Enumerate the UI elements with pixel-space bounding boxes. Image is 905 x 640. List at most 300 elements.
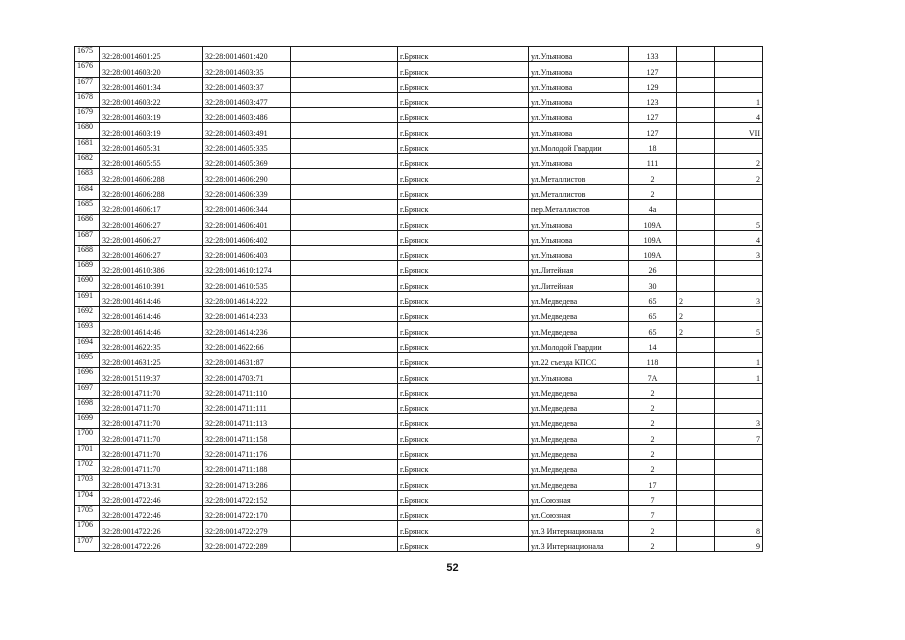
house-number-cell: 17	[629, 475, 677, 490]
street-cell: ул.Металлистов	[529, 184, 629, 199]
house-number-cell: 2	[629, 398, 677, 413]
table-row	[75, 429, 763, 444]
city-cell: г.Брянск	[398, 199, 529, 214]
land-cadastral-number: 32:28:0014614:46	[100, 322, 203, 337]
row-number: 1707	[75, 536, 100, 551]
building-cell: 2	[677, 307, 715, 322]
apartment-cell: 2	[715, 154, 763, 169]
building-cadastral-number: 32:28:0014711:188	[203, 460, 291, 475]
building-cadastral-number: 32:28:0014722:170	[203, 505, 291, 520]
building-cadastral-number: 32:28:0014614:233	[203, 307, 291, 322]
row-number: 1687	[75, 230, 100, 245]
building-cadastral-number: 32:28:0014601:420	[203, 47, 291, 62]
apartment-cell	[715, 62, 763, 77]
empty-cell	[291, 429, 398, 444]
street-cell: ул.Ульянова	[529, 215, 629, 230]
house-number-cell: 65	[629, 307, 677, 322]
row-number: 1696	[75, 368, 100, 383]
building-cadastral-number: 32:28:0014606:402	[203, 230, 291, 245]
row-number: 1697	[75, 383, 100, 398]
apartment-cell: 1	[715, 368, 763, 383]
apartment-cell	[715, 398, 763, 413]
building-cell	[677, 138, 715, 153]
row-number: 1675	[75, 47, 100, 62]
house-number-cell: 2	[629, 169, 677, 184]
empty-cell	[291, 108, 398, 123]
house-number-cell: 127	[629, 108, 677, 123]
land-cadastral-number: 32:28:0014606:288	[100, 184, 203, 199]
street-cell: ул.Медведева	[529, 307, 629, 322]
apartment-cell: 4	[715, 230, 763, 245]
street-cell: ул.Ульянова	[529, 245, 629, 260]
house-number-cell: 7А	[629, 368, 677, 383]
table-row	[75, 307, 763, 322]
city-cell: г.Брянск	[398, 245, 529, 260]
land-cadastral-number: 32:28:0014614:46	[100, 307, 203, 322]
row-number: 1677	[75, 77, 100, 92]
street-cell: ул.Ульянова	[529, 62, 629, 77]
house-number-cell: 129	[629, 77, 677, 92]
house-number-cell: 65	[629, 291, 677, 306]
table-row	[75, 352, 763, 367]
house-number-cell: 2	[629, 536, 677, 551]
apartment-cell	[715, 307, 763, 322]
table-row	[75, 460, 763, 475]
empty-cell	[291, 169, 398, 184]
house-number-cell: 118	[629, 352, 677, 367]
apartment-cell	[715, 490, 763, 505]
register-table	[74, 46, 763, 552]
building-cadastral-number: 32:28:0014603:37	[203, 77, 291, 92]
land-cadastral-number: 32:28:0014606:27	[100, 215, 203, 230]
city-cell: г.Брянск	[398, 261, 529, 276]
row-number: 1676	[75, 62, 100, 77]
building-cadastral-number: 32:28:0014722:289	[203, 536, 291, 551]
building-cell	[677, 62, 715, 77]
empty-cell	[291, 230, 398, 245]
land-cadastral-number: 32:28:0014711:70	[100, 460, 203, 475]
building-cadastral-number: 32:28:0014605:335	[203, 138, 291, 153]
building-cadastral-number: 32:28:0014711:110	[203, 383, 291, 398]
building-cell	[677, 337, 715, 352]
land-cadastral-number: 32:28:0014610:386	[100, 261, 203, 276]
building-cadastral-number: 32:28:0014603:477	[203, 92, 291, 107]
street-cell: ул.22 съезда КПСС	[529, 352, 629, 367]
land-cadastral-number: 32:28:0014603:19	[100, 123, 203, 138]
apartment-cell: 8	[715, 521, 763, 536]
city-cell: г.Брянск	[398, 398, 529, 413]
house-number-cell: 2	[629, 429, 677, 444]
building-cell	[677, 475, 715, 490]
apartment-cell: VII	[715, 123, 763, 138]
house-number-cell: 2	[629, 383, 677, 398]
empty-cell	[291, 352, 398, 367]
empty-cell	[291, 47, 398, 62]
row-number: 1682	[75, 154, 100, 169]
house-number-cell: 4а	[629, 199, 677, 214]
table-row	[75, 368, 763, 383]
table-row	[75, 261, 763, 276]
land-cadastral-number: 32:28:0014722:46	[100, 505, 203, 520]
building-cell	[677, 276, 715, 291]
building-cell	[677, 245, 715, 260]
building-cadastral-number: 32:28:0014631:87	[203, 352, 291, 367]
building-cell	[677, 352, 715, 367]
empty-cell	[291, 307, 398, 322]
land-cadastral-number: 32:28:0014606:288	[100, 169, 203, 184]
street-cell: ул.Союзная	[529, 490, 629, 505]
building-cell: 2	[677, 322, 715, 337]
apartment-cell: 7	[715, 429, 763, 444]
empty-cell	[291, 261, 398, 276]
street-cell: ул.Ульянова	[529, 47, 629, 62]
empty-cell	[291, 322, 398, 337]
street-cell: ул.Союзная	[529, 505, 629, 520]
house-number-cell: 14	[629, 337, 677, 352]
house-number-cell: 26	[629, 261, 677, 276]
apartment-cell	[715, 276, 763, 291]
land-cadastral-number: 32:28:0014610:391	[100, 276, 203, 291]
house-number-cell: 109А	[629, 245, 677, 260]
empty-cell	[291, 368, 398, 383]
city-cell: г.Брянск	[398, 62, 529, 77]
building-cell	[677, 429, 715, 444]
house-number-cell: 2	[629, 460, 677, 475]
table-row	[75, 230, 763, 245]
building-cell	[677, 505, 715, 520]
city-cell: г.Брянск	[398, 414, 529, 429]
empty-cell	[291, 138, 398, 153]
empty-cell	[291, 62, 398, 77]
city-cell: г.Брянск	[398, 108, 529, 123]
apartment-cell	[715, 475, 763, 490]
street-cell: ул.Медведева	[529, 322, 629, 337]
apartment-cell: 3	[715, 291, 763, 306]
empty-cell	[291, 398, 398, 413]
table-row	[75, 245, 763, 260]
building-cell	[677, 123, 715, 138]
building-cadastral-number: 32:28:0014711:113	[203, 414, 291, 429]
city-cell: г.Брянск	[398, 490, 529, 505]
street-cell: ул.Медведева	[529, 475, 629, 490]
land-cadastral-number: 32:28:0014605:55	[100, 154, 203, 169]
building-cadastral-number: 32:28:0014605:369	[203, 154, 291, 169]
land-cadastral-number: 32:28:0014606:27	[100, 230, 203, 245]
row-number: 1681	[75, 138, 100, 153]
building-cell	[677, 215, 715, 230]
land-cadastral-number: 32:28:0014603:20	[100, 62, 203, 77]
building-cell	[677, 398, 715, 413]
street-cell: ул.Ульянова	[529, 108, 629, 123]
apartment-cell: 3	[715, 414, 763, 429]
row-number: 1699	[75, 414, 100, 429]
building-cell	[677, 47, 715, 62]
building-cell	[677, 383, 715, 398]
empty-cell	[291, 536, 398, 551]
table-row	[75, 138, 763, 153]
street-cell: ул.Литейная	[529, 261, 629, 276]
empty-cell	[291, 444, 398, 459]
street-cell: ул.3 Интернационала	[529, 521, 629, 536]
land-cadastral-number: 32:28:0014711:70	[100, 429, 203, 444]
apartment-cell: 4	[715, 108, 763, 123]
street-cell: ул.Медведева	[529, 383, 629, 398]
row-number: 1689	[75, 261, 100, 276]
table-row	[75, 276, 763, 291]
land-cadastral-number: 32:28:0014711:70	[100, 414, 203, 429]
apartment-cell	[715, 444, 763, 459]
building-cell	[677, 368, 715, 383]
street-cell: ул.Медведева	[529, 429, 629, 444]
building-cell	[677, 460, 715, 475]
building-cadastral-number: 32:28:0014606:403	[203, 245, 291, 260]
street-cell: ул.Ульянова	[529, 230, 629, 245]
building-cell	[677, 536, 715, 551]
apartment-cell	[715, 460, 763, 475]
building-cadastral-number: 32:28:0014603:486	[203, 108, 291, 123]
row-number: 1702	[75, 460, 100, 475]
building-cadastral-number: 32:28:0014713:286	[203, 475, 291, 490]
empty-cell	[291, 245, 398, 260]
building-cell	[677, 169, 715, 184]
land-cadastral-number: 32:28:0014614:46	[100, 291, 203, 306]
house-number-cell: 133	[629, 47, 677, 62]
building-cell	[677, 199, 715, 214]
city-cell: г.Брянск	[398, 337, 529, 352]
city-cell: г.Брянск	[398, 77, 529, 92]
row-number: 1684	[75, 184, 100, 199]
city-cell: г.Брянск	[398, 521, 529, 536]
empty-cell	[291, 383, 398, 398]
table-row	[75, 414, 763, 429]
row-number: 1685	[75, 199, 100, 214]
house-number-cell: 109А	[629, 230, 677, 245]
table-row	[75, 505, 763, 520]
house-number-cell: 65	[629, 322, 677, 337]
house-number-cell: 109А	[629, 215, 677, 230]
row-number: 1694	[75, 337, 100, 352]
house-number-cell: 2	[629, 184, 677, 199]
street-cell: ул.Медведева	[529, 291, 629, 306]
building-cell	[677, 414, 715, 429]
table-row	[75, 521, 763, 536]
table-row	[75, 291, 763, 306]
table-row	[75, 322, 763, 337]
building-cadastral-number: 32:28:0014722:152	[203, 490, 291, 505]
apartment-cell	[715, 337, 763, 352]
building-cadastral-number: 32:28:0014603:35	[203, 62, 291, 77]
table-row	[75, 444, 763, 459]
apartment-cell: 3	[715, 245, 763, 260]
empty-cell	[291, 184, 398, 199]
building-cadastral-number: 32:28:0014703:71	[203, 368, 291, 383]
row-number: 1678	[75, 92, 100, 107]
street-cell: ул.Ульянова	[529, 77, 629, 92]
empty-cell	[291, 123, 398, 138]
land-cadastral-number: 32:28:0014606:17	[100, 199, 203, 214]
building-cadastral-number: 32:28:0014711:111	[203, 398, 291, 413]
building-cell	[677, 521, 715, 536]
table-row	[75, 154, 763, 169]
row-number: 1692	[75, 307, 100, 322]
land-cadastral-number: 32:28:0014722:26	[100, 521, 203, 536]
house-number-cell: 7	[629, 505, 677, 520]
house-number-cell: 127	[629, 123, 677, 138]
street-cell: ул.Ульянова	[529, 92, 629, 107]
city-cell: г.Брянск	[398, 536, 529, 551]
apartment-cell	[715, 383, 763, 398]
building-cadastral-number: 32:28:0014603:491	[203, 123, 291, 138]
street-cell: пер.Металлистов	[529, 199, 629, 214]
building-cell	[677, 92, 715, 107]
city-cell: г.Брянск	[398, 368, 529, 383]
city-cell: г.Брянск	[398, 291, 529, 306]
house-number-cell: 30	[629, 276, 677, 291]
street-cell: ул.Медведева	[529, 444, 629, 459]
row-number: 1700	[75, 429, 100, 444]
building-cell	[677, 77, 715, 92]
row-number: 1698	[75, 398, 100, 413]
table-row	[75, 92, 763, 107]
table-row	[75, 475, 763, 490]
house-number-cell: 111	[629, 154, 677, 169]
building-cell	[677, 444, 715, 459]
empty-cell	[291, 215, 398, 230]
empty-cell	[291, 505, 398, 520]
building-cell: 2	[677, 291, 715, 306]
row-number: 1704	[75, 490, 100, 505]
empty-cell	[291, 337, 398, 352]
table-row	[75, 536, 763, 551]
building-cadastral-number: 32:28:0014606:401	[203, 215, 291, 230]
table-row	[75, 62, 763, 77]
page-number: 52	[446, 562, 459, 574]
house-number-cell: 127	[629, 62, 677, 77]
land-cadastral-number: 32:28:0014711:70	[100, 398, 203, 413]
table-row	[75, 215, 763, 230]
city-cell: г.Брянск	[398, 154, 529, 169]
house-number-cell: 7	[629, 490, 677, 505]
building-cell	[677, 108, 715, 123]
land-cadastral-number: 32:28:0014601:25	[100, 47, 203, 62]
apartment-cell	[715, 47, 763, 62]
city-cell: г.Брянск	[398, 460, 529, 475]
land-cadastral-number: 32:28:0014711:70	[100, 383, 203, 398]
empty-cell	[291, 521, 398, 536]
register-table-body	[75, 47, 763, 552]
land-cadastral-number: 32:28:0014601:34	[100, 77, 203, 92]
city-cell: г.Брянск	[398, 383, 529, 398]
empty-cell	[291, 460, 398, 475]
table-row	[75, 383, 763, 398]
land-cadastral-number: 32:28:0014722:46	[100, 490, 203, 505]
row-number: 1680	[75, 123, 100, 138]
table-row	[75, 47, 763, 62]
apartment-cell	[715, 199, 763, 214]
apartment-cell: 5	[715, 215, 763, 230]
table-row	[75, 169, 763, 184]
apartment-cell	[715, 261, 763, 276]
city-cell: г.Брянск	[398, 215, 529, 230]
city-cell: г.Брянск	[398, 429, 529, 444]
street-cell: ул.Ульянова	[529, 123, 629, 138]
row-number: 1679	[75, 108, 100, 123]
empty-cell	[291, 414, 398, 429]
land-cadastral-number: 32:28:0014605:31	[100, 138, 203, 153]
row-number: 1695	[75, 352, 100, 367]
row-number: 1693	[75, 322, 100, 337]
land-cadastral-number: 32:28:0014603:19	[100, 108, 203, 123]
row-number: 1690	[75, 276, 100, 291]
apartment-cell	[715, 77, 763, 92]
house-number-cell: 123	[629, 92, 677, 107]
land-cadastral-number: 32:28:0014606:27	[100, 245, 203, 260]
apartment-cell	[715, 505, 763, 520]
table-row	[75, 123, 763, 138]
street-cell: ул.Литейная	[529, 276, 629, 291]
city-cell: г.Брянск	[398, 475, 529, 490]
street-cell: ул.Медведева	[529, 460, 629, 475]
apartment-cell	[715, 138, 763, 153]
land-cadastral-number: 32:28:0015119:37	[100, 368, 203, 383]
building-cell	[677, 184, 715, 199]
city-cell: г.Брянск	[398, 307, 529, 322]
house-number-cell: 2	[629, 414, 677, 429]
land-cadastral-number: 32:28:0014711:70	[100, 444, 203, 459]
row-number: 1683	[75, 169, 100, 184]
empty-cell	[291, 154, 398, 169]
empty-cell	[291, 291, 398, 306]
city-cell: г.Брянск	[398, 47, 529, 62]
city-cell: г.Брянск	[398, 505, 529, 520]
building-cadastral-number: 32:28:0014606:344	[203, 199, 291, 214]
building-cell	[677, 261, 715, 276]
street-cell: ул.Медведева	[529, 414, 629, 429]
city-cell: г.Брянск	[398, 92, 529, 107]
empty-cell	[291, 199, 398, 214]
row-number: 1705	[75, 505, 100, 520]
house-number-cell: 18	[629, 138, 677, 153]
city-cell: г.Брянск	[398, 169, 529, 184]
city-cell: г.Брянск	[398, 444, 529, 459]
house-number-cell: 2	[629, 521, 677, 536]
land-cadastral-number: 32:28:0014603:22	[100, 92, 203, 107]
empty-cell	[291, 92, 398, 107]
empty-cell	[291, 475, 398, 490]
building-cadastral-number: 32:28:0014711:158	[203, 429, 291, 444]
city-cell: г.Брянск	[398, 184, 529, 199]
street-cell: ул.Молодой Гвардии	[529, 337, 629, 352]
row-number: 1706	[75, 521, 100, 536]
land-cadastral-number: 32:28:0014713:31	[100, 475, 203, 490]
row-number: 1703	[75, 475, 100, 490]
land-cadastral-number: 32:28:0014622:35	[100, 337, 203, 352]
building-cell	[677, 230, 715, 245]
city-cell: г.Брянск	[398, 138, 529, 153]
land-cadastral-number: 32:28:0014722:26	[100, 536, 203, 551]
street-cell: ул.Молодой Гвардии	[529, 138, 629, 153]
city-cell: г.Брянск	[398, 276, 529, 291]
apartment-cell: 9	[715, 536, 763, 551]
building-cell	[677, 490, 715, 505]
building-cadastral-number: 32:28:0014606:339	[203, 184, 291, 199]
street-cell: ул.Медведева	[529, 398, 629, 413]
land-cadastral-number: 32:28:0014631:25	[100, 352, 203, 367]
street-cell: ул.3 Интернационала	[529, 536, 629, 551]
building-cadastral-number: 32:28:0014622:66	[203, 337, 291, 352]
empty-cell	[291, 77, 398, 92]
house-number-cell: 2	[629, 444, 677, 459]
